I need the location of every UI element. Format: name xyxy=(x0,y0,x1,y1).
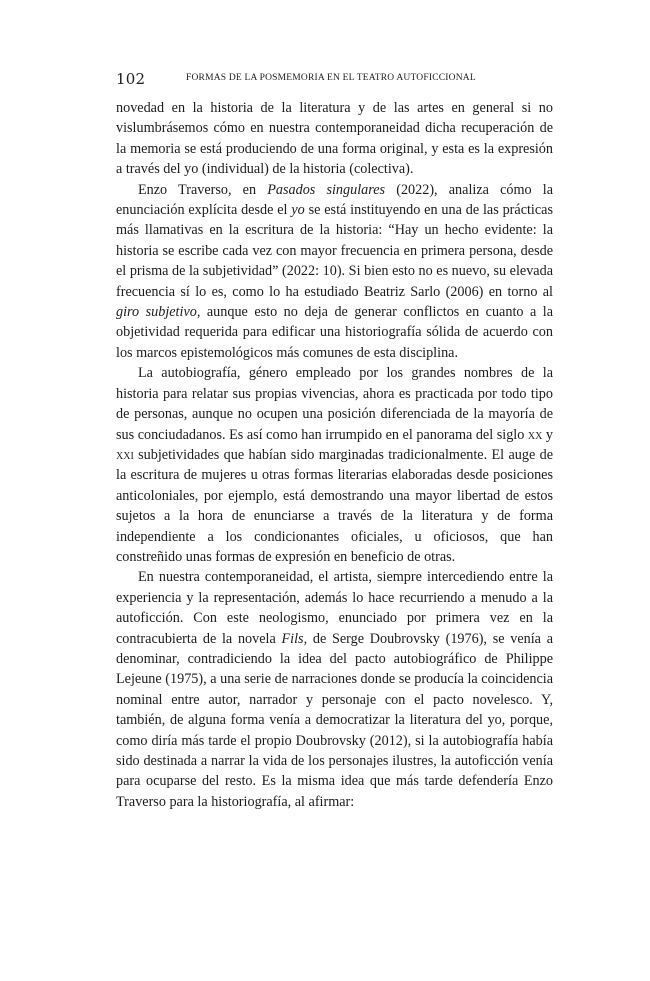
century-numeral: xxi xyxy=(116,446,134,463)
italic-term: giro subjetivo xyxy=(116,304,197,321)
text-span: y xyxy=(542,426,553,443)
body-text xyxy=(116,98,553,812)
page-header xyxy=(116,70,556,90)
text-span: , de Serge Doubrovsky (1976), se venía a denominar, contradiciendo la idea del pacto autobiográfico de Philippe Lejeune (1975), a una serie de narraciones donde se producía la coincidencia nominal entre autor, narrador y personaje con el pacto novelesco. Y, también, de alguna forma venía a democratizar la literatura del yo, porque, como diría más tarde el propio Doubrovsky (2012), si la autobiografía había sido destinada a narrar la vida de los personajes ilustres, la autoficción venía para ocuparse del resto. Es la misma idea que más tarde defendería Enzo Traverso para la historiografía, al afirmar: xyxy=(116,630,554,810)
text-span: novedad en la historia de la literatura y de las artes en general si no vislumbrásemos cómo en nuestra contemporaneidad dicha recuperación de la memoria se está produciendo de una forma original, y esta es la expresión a través del yo (individual) de la historia (colectiva). xyxy=(116,100,553,178)
text-span: se está instituyendo en una de las prácticas más llamativas en la escritura de la historia: “Hay un hecho evidente: la historia se escribe cada vez con mayor frecuencia en primera persona, desde el prisma de la subjetividad” (2022: 10). Si bien esto no es nuevo, su elevada frecuencia sí lo es, como lo ha estudiado Beatriz Sarlo (2006) en torno al xyxy=(116,202,553,300)
text-span: (2022), analiza cómo la enunciación explícita desde el xyxy=(116,181,553,219)
book-title-italic: Fils xyxy=(281,630,304,647)
paragraph xyxy=(116,98,553,180)
text-span: subjetividades que habían sido marginadas tradicionalmente. El auge de la escritura de mujeres u otras formas literarias elaboradas desde posiciones anticoloniales, por ejemplo, está demostrando una mayor libertad de estos sujetos a la hora de enunciarse a través de la literatura y de forma independiente a los condicionantes oficiales, u oficiosos, que han constreñido unas formas de expresión en beneficio de otras. xyxy=(116,446,553,565)
paragraph xyxy=(116,363,553,567)
book-title-italic: Pasados singulares xyxy=(267,181,386,198)
paragraph xyxy=(116,567,553,812)
running-head: FORMAS DE LA POSMEMORIA EN EL TEATRO AUTOFICCIONAL xyxy=(186,73,476,83)
page-number: 102 xyxy=(116,70,146,88)
italic-term: yo xyxy=(291,202,305,219)
text-span: Enzo Traverso, en xyxy=(138,181,268,198)
text-span: , aunque esto no deja de generar conflictos en cuanto a la objetividad requerida para edificar una historiografía sólida de acuerdo con los marcos epistemológicos más comunes de esta disciplina. xyxy=(116,304,553,361)
text-span: La autobiografía, género empleado por los grandes nombres de la historia para relatar sus propias vivencias, ahora es practicada por todo tipo de personas, aunque no ocupen una posición diferenciada de la mayoría de sus conciudadanos. Es así como han irrumpido en el panorama del siglo xyxy=(116,365,553,443)
century-numeral: xx xyxy=(527,426,543,443)
text-span: En nuestra contemporaneidad, el artista, siempre intercediendo entre la experiencia y la representación, además lo hace recurriendo a menudo a la autoficción. Con este neologismo, enunciado por primera vez en la contracubierta de la novela xyxy=(116,569,553,647)
paragraph xyxy=(116,180,553,364)
